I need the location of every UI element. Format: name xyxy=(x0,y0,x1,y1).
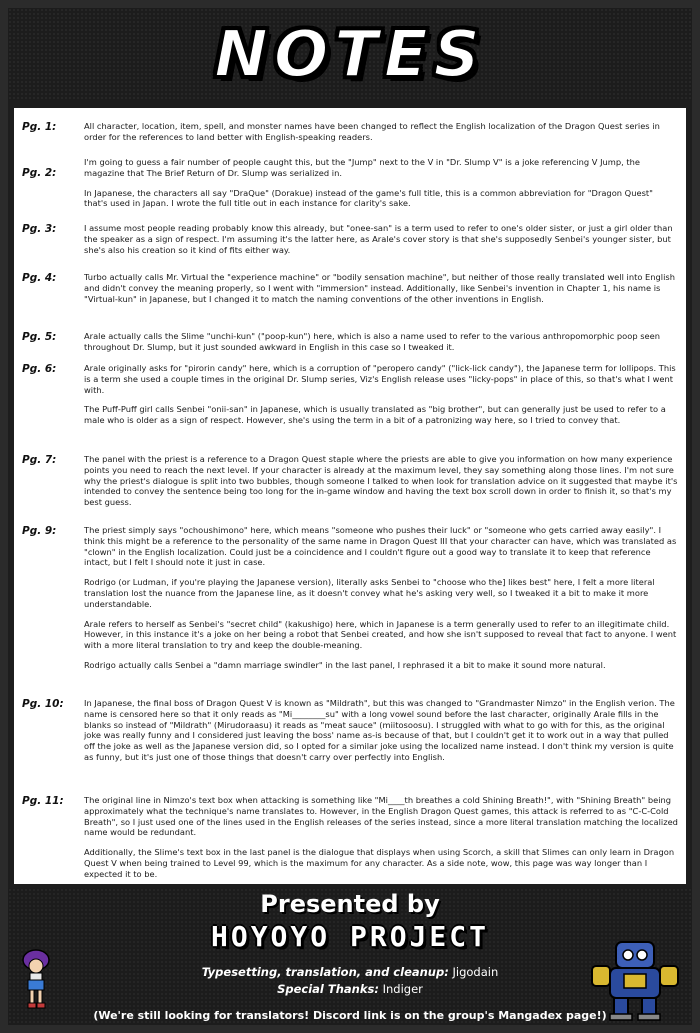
note-paragraph: All character, location, item, spell, and monster names have been changed to reflect the English localization of the Dragon Quest series in order for the references to land better with English-speaking readers. xyxy=(84,121,660,142)
note-paragraph: Arale refers to herself as Senbei's "secret child" (kakushigo) here, which in Japanese is a term generally used to refer to an illegitimate child. However, in this instance it's a joke on her being a robot that Senbei created, and how she isn't supposed to reveal that fact to anyone. I went with a more literal translation to try and keep the double-meaning. xyxy=(84,618,677,651)
page-label: Pg. 10: xyxy=(22,698,64,710)
note-pg7 xyxy=(22,454,678,515)
note-paragraph: Rodrigo actually calls Senbei a "damn marriage swindler" in the last panel, I rephrased it a bit to make it sound more natural. xyxy=(84,659,606,670)
arale-mascot-icon xyxy=(12,946,60,1012)
note-pg4 xyxy=(22,272,678,311)
note-paragraph: The Puff-Puff girl calls Senbei "onii-san" in Japanese, which is usually translated as "big brother", but can generally just be used to refer to a male who is older as a sign of respect. However, she's using the term in a bit of a patronizing way here, so I tried to convey that. xyxy=(84,404,666,426)
page-label: Pg. 9: xyxy=(22,525,57,537)
note-pg3 xyxy=(22,223,678,262)
thanks-role: Special Thanks: xyxy=(277,982,379,996)
page-label: Pg. 7: xyxy=(22,454,57,466)
note-paragraph: Arale actually calls the Slime "unchi-kun" ("poop-kun") here, which is also a name used to refer to the various anthropomorphic poop seen throughout Dr. Slump, but it just sounded awkward in English in this case so I tweaked it. xyxy=(84,331,661,352)
note-paragraph: The original line in Nimzo's text box when attacking is something like "Mi____th breathes a cold Shining Breath!", with "Shining Breath" being approximately what the technique's name translates to. However, in the English Dragon Quest games, this attack is referred to as "C-C-Cold Breath", so I just used one of the lines used in the English releases of the series instead, since a more literal translation matching the localized name would be redundant. xyxy=(84,795,678,838)
credit-role: Typesetting, translation, and cleanup: xyxy=(201,965,449,979)
page-label: Pg. 1: xyxy=(22,121,57,133)
notes-paper xyxy=(14,108,686,884)
note-pg5 xyxy=(22,331,678,360)
note-paragraph: I assume most people reading probably know this already, but "onee-san" is a term used to refer to one's older sister, or just a girl older than the speaker as a sign of respect. I'm assuming it's the latter here, as Arale's cover story is that she's supposedly Senbei's younger sister, but she's also his creation so it kind of fits either way. xyxy=(84,223,673,255)
note-paragraph: The priest simply says "ochoushimono" here, which means "someone who pushes their luck" or "someone who gets carried away easily". I think this might be a reference to the personality of the same name in Dragon Quest III that your character can have, which was translated as "clown" in the English localization. Could just be a coincidence and I couldn't figure out a good way to translate it to keep that reference intact, but I felt I should note it just in case. xyxy=(84,525,677,568)
note-paragraph: In Japanese, the characters all say "DraQue" (Dorakue) instead of the game's full title, this is a common abbreviation for "Dragon Quest" that's used in Japan. I wrote the full title out in each instance for clarity's sake. xyxy=(84,187,653,209)
credit-name: Jigodain xyxy=(452,965,499,979)
note-paragraph: I'm going to guess a fair number of people caught this, but the "Jump" next to the V in "Dr. Slump V" is a joke referencing V Jump, the magazine that The Brief Return of Dr. Slump was serialized in. xyxy=(84,157,641,178)
note-paragraph: In Japanese, the final boss of Dragon Quest V is known as "Mildrath", but this was changed to "Grandmaster Nimzo" in the English verion. The name is censored here so that it only reads as "Mi________su" with a long vowel sound before the last character, originally Arale fills in the blanks so instead of "Mildrath" (Mirudoraasu) it reads as "meat sauce" (miitosoosu). I struggled with what to go with for this, as the original joke was really funny and I considered just leaving the boss' name as-is because of that, but I couldn't get it to work out in a way that pulled off the joke as well as the Japanese version did, so I opted for a similar joke using the localized name instead. I don't think my version is quite as funny, but it's just one of those things that doesn't carry over perfectly into English. xyxy=(84,698,675,762)
note-pg1 xyxy=(22,121,678,150)
note-pg2 xyxy=(22,157,678,216)
presented-by-heading: Presented by xyxy=(260,890,440,918)
recruitment-note: (We're still looking for translators! Discord link is on the group's Mangadex page!) xyxy=(93,1009,607,1022)
note-paragraph: Rodrigo (or Ludman, if you're playing the Japanese version), literally asks Senbei to "choose who the] likes best" here, I felt a more literal translation lost the nuance from the Japanese line, as it doesn't convey what he's asking very well, so I tweaked it a bit to make it more understandable. xyxy=(84,577,655,609)
page-label: Pg. 5: xyxy=(22,331,57,343)
note-paragraph: Arale originally asks for "pirorin candy" here, which is a corruption of "peropero candy" ("lick-lick candy"), the Japanese term for lollipops. This is a term she used a couple times in the original Dr. Slump series, Viz's English release uses "licky-pops" in place of this, so that's what I went with. xyxy=(84,363,676,395)
header-banner xyxy=(8,8,692,100)
note-pg11 xyxy=(22,795,678,887)
note-paragraph: Additionally, the Slime's text box in the last panel is the dialogue that displays when using Scorch, a skill that Slimes can only learn in Dragon Quest V when being trained to Level 99, which is the maximum for any character. As a side note, wow, this page was way longer than I expected it to be. xyxy=(84,847,675,879)
robot-mascot-icon xyxy=(588,936,682,1022)
note-paragraph: Turbo actually calls Mr. Virtual the "experience machine" or "bodily sensation machine", but neither of those really translated well into English and didn't convey the meaning properly, so I went with "immersion" instead. Additionally, like Senbei's invention in Chapter 1, his name is "Virtual-kun" in Japanese, but I changed it to match the naming conventions of the other inventions in English. xyxy=(84,272,675,304)
page-label: Pg. 4: xyxy=(22,272,57,284)
page-label: Pg. 3: xyxy=(22,223,57,235)
note-pg9 xyxy=(22,525,678,678)
page-label: Pg. 11: xyxy=(22,795,64,807)
page-frame xyxy=(8,8,692,1025)
thanks-name: Indiger xyxy=(382,982,423,996)
group-logo-text: HOYOYO PROJECT xyxy=(210,920,489,953)
credits-footer xyxy=(8,888,692,1025)
page-label: Pg. 6: xyxy=(22,363,57,375)
note-pg6 xyxy=(22,363,678,433)
note-paragraph: The panel with the priest is a reference to a Dragon Quest staple where the priests are able to give you information on how many experience points you need to reach the next level. If your character is already at the maximum level, they say something along those lines. I'm not sure why the priest's dialogue is split into two bubbles, though someone I talked to when look for translation advice on it suggested that maybe it's intended to convey the sentence being too long for the in-game window and having the text box scroll down in order to finish it, so that's my best guess. xyxy=(84,454,678,508)
page-label: Pg. 2: xyxy=(22,167,57,179)
page-title: NOTES xyxy=(214,18,486,92)
note-pg10 xyxy=(22,698,678,770)
